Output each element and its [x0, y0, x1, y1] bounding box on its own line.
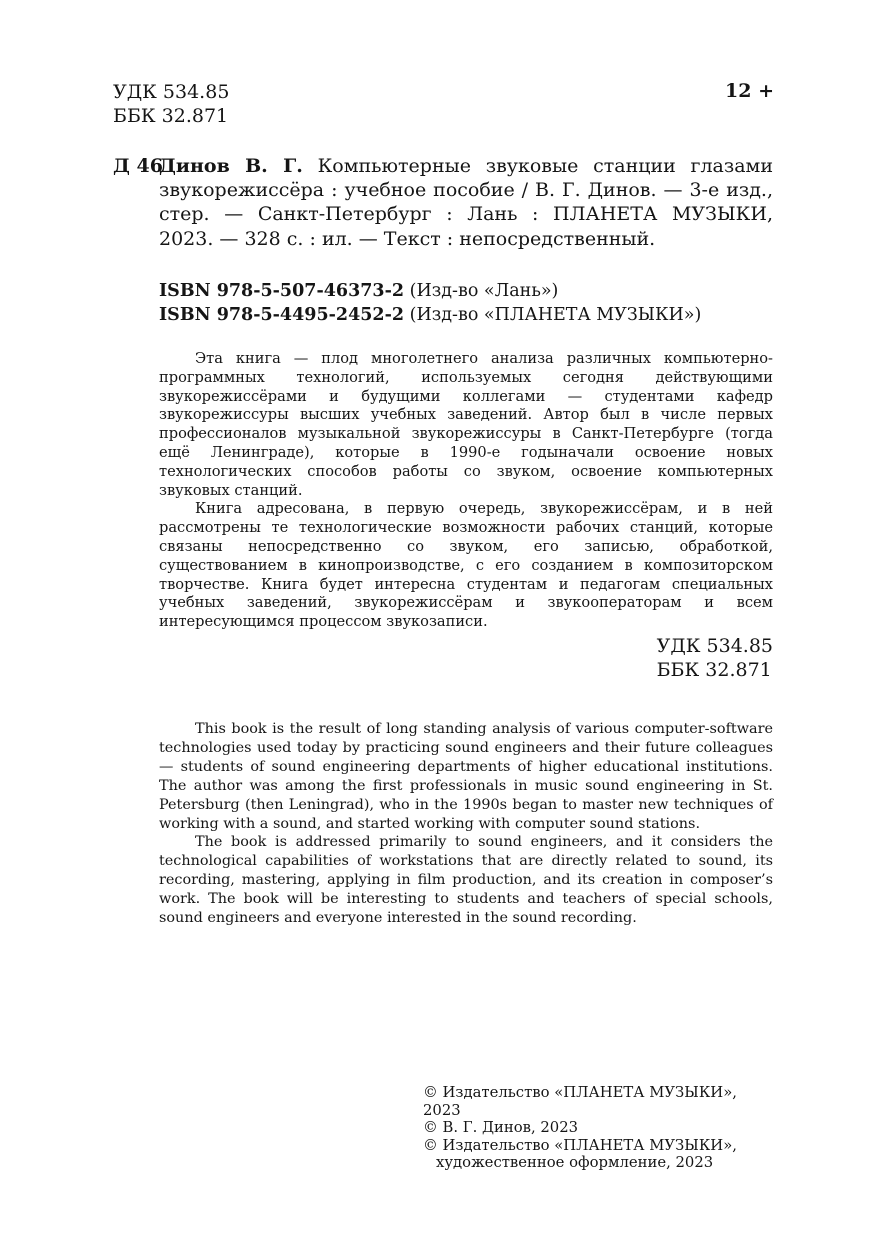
isbn-number: ISBN 978-5-507-46373-2: [159, 281, 405, 301]
isbn-line: [159, 279, 558, 303]
book-title: Компьютерные звуковые станции глазами: [317, 155, 773, 177]
bbk-code: ББК 32.871: [656, 659, 772, 681]
header-classification: [113, 80, 229, 128]
author-mark: Д 46: [113, 155, 163, 177]
abstract-paragraph: The book is addressed primarily to sound engineers, and it considers the technological capabilities of workstations that are directly related to sound, its recording, mastering, applying in film production, and its creation in composer’s work. The book will be interesting to students and teachers of special schools, sound engineers and everyone interested in the sound recording.: [159, 834, 773, 927]
age-rating: 12 +: [725, 80, 774, 102]
author-name: Динов В. Г.: [159, 155, 303, 177]
abstract-paragraph: Эта книга — плод многолетнего анализа различных компьютерно-программных технологий, используемых сегодня действующими звукорежиссёрами и будущими коллегами — студентами кафедр звукорежиссуры высших учебных заведений. Автор был в числе первых профессионалов музыкальной звукорежиссуры в Санкт-Петербурге (тогда ещё Ленинграде), которые в 1990-е годыначали освоение новых технологических способов работы со звуком, освоение компьютерных звуковых станций.: [159, 350, 773, 499]
copyright-line: © В. Г. Динов, 2023: [423, 1119, 579, 1136]
bbk-code: ББК 32.871: [113, 105, 229, 127]
udk-code: УДК 534.85: [656, 635, 773, 657]
isbn-publisher: (Изд-во «ПЛАНЕТА МУЗЫКИ»): [409, 305, 702, 325]
abstract-paragraph: This book is the result of long standing analysis of various computer-software technologies used today by practicing sound engineers and their future colleagues — students of sound engineering departments of higher educational institutions. The author was among the first professionals in music sound engineering in St. Petersburg (then Leningrad), who in the 1990s began to master new techniques of working with a sound, and started working with computer sound stations.: [159, 721, 773, 832]
copyright-line: © Издательство «ПЛАНЕТА МУЗЫКИ»,: [423, 1084, 737, 1101]
classification-block: [657, 634, 773, 682]
abstract-english: [159, 720, 773, 928]
bibliographic-line-4: 2023. — 328 с. : ил. — Текст : непосредственный.: [159, 228, 656, 250]
isbn-number: ISBN 978-5-4495-2452-2: [159, 305, 405, 325]
abstract-paragraph: Книга адресована, в первую очередь, звукорежиссёрам, и в ней рассмотрены те технологические возможности рабочих станций, которые связаны непосредственно со звуком, его записью, обработкой, существованием в кинопроизводстве, с его созданием в композиторском творчестве. Книга будет интересна студентам и педагогам специальных учебных заведений, звукорежиссёрам и звукооператорам и всем интересующимся процессом звукозаписи.: [159, 500, 773, 631]
copyright-block: [423, 1084, 778, 1172]
abstract-russian: [159, 350, 773, 632]
udk-code: УДК 534.85: [113, 81, 230, 103]
isbn-publisher: (Изд-во «Лань»): [409, 281, 559, 301]
bibliographic-line-2: звукорежиссёра : учебное пособие / В. Г. Динов. — 3-е изд.,: [159, 179, 773, 201]
isbn-line: [159, 303, 701, 327]
copyright-line: 2023: [423, 1101, 461, 1119]
copyright-line: © Издательство «ПЛАНЕТА МУЗЫКИ»,: [423, 1136, 737, 1154]
copyright-line: художественное оформление, 2023: [436, 1154, 714, 1171]
bibliographic-line-3: стер. — Санкт-Петербург : Лань : ПЛАНЕТА МУЗЫКИ,: [159, 203, 773, 225]
bibliographic-line-1: [159, 154, 773, 178]
